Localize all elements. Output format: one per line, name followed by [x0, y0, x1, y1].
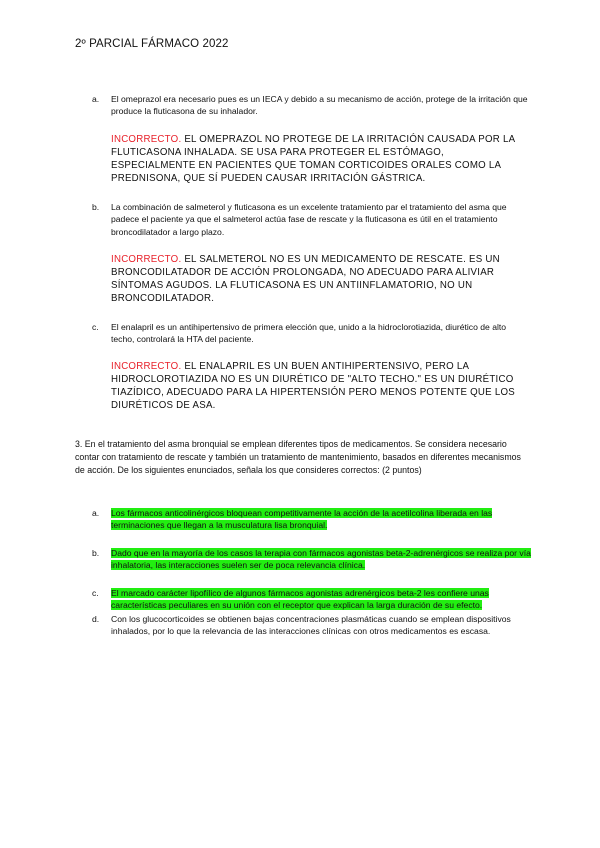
option-letter: c. — [92, 588, 99, 598]
option-letter: b. — [92, 548, 100, 558]
feedback-text: EL SALMETEROL NO ES UN MEDICAMENTO DE RESCATE. ES UN BRONCODILATADOR DE ACCIÓN PROLONGADA, NO ADECUADO PARA ALIVIAR SÍNTOMAS AGUDOS. LA FLUTICASONA ES UN ANTIINFLAMATORIO, NO UN BRONCODILATADOR. — [111, 254, 500, 304]
option-letter: a. — [92, 508, 100, 518]
incorrect-label: INCORRECTO. — [111, 361, 182, 372]
option-letter: b. — [92, 202, 100, 212]
option-letter: d. — [92, 614, 100, 624]
option-letter: a. — [92, 94, 100, 104]
q2-feedback-c — [111, 360, 523, 412]
option-text: Con los glucocorticoides se obtienen bajas concentraciones plasmáticas cuando se emplean dispositivos inhalados, por lo que la relevancia de las interacciones clínicas con otros medicamentos es escasa. — [111, 614, 511, 637]
highlighted-option-text: El marcado carácter lipofílico de algunos fármacos agonistas adrenérgicos beta-2 les confiere unas características peculiares en su unión con el receptor que explican la larga duración de su efecto. — [111, 588, 489, 611]
incorrect-label: INCORRECTO. — [111, 134, 182, 145]
option-text: El omeprazol era necesario pues es un IECA y debido a su mecanismo de acción, protege de la irritación que produce la fluticasona de su inhalador. — [111, 94, 528, 117]
feedback-text: EL OMEPRAZOL NO PROTEGE DE LA IRRITACIÓN CAUSADA POR LA FLUTICASONA INHALADA. SE USA PARA PROTEGER EL ESTÓMAGO, ESPECIALMENTE EN PACIENTES QUE TOMAN CORTICOIDES ORALES COMO LA PREDNISONA, QUE SÍ PUEDEN CAUSAR IRRITACIÓN GÁSTRICA. — [111, 134, 515, 184]
q2-feedback-a — [111, 133, 523, 185]
incorrect-label: INCORRECTO. — [111, 254, 182, 265]
page-header-title: 2º PARCIAL FÁRMACO 2022 — [75, 38, 229, 50]
q2-feedback-b — [111, 253, 523, 305]
option-text: La combinación de salmeterol y fluticasona es un excelente tratamiento par el tratamiento del asma que padece el paciente ya que el salmeterol actúa fase de rescate y la fluticasona es útil en el tratamiento broncodilatador a largo plazo. — [111, 202, 507, 237]
feedback-text: EL ENALAPRIL ES UN BUEN ANTIHIPERTENSIVO, PERO LA HIDROCLOROTIAZIDA NO ES UN DIURÉTICO DE "ALTO TECHO." ES UN DIURÉTICO TIAZÍDICO, ADECUADO PARA LA HIPERTENSIÓN PERO MENOS POTENTE QUE LOS DIURÉTICOS DE ASA. — [111, 361, 515, 411]
highlighted-option-text: Dado que en la mayoría de los casos la terapia con fármacos agonistas beta-2-adrenérgicos se realiza por vía inhalatoria, las interacciones suelen ser de poca relevancia clínica. — [111, 548, 531, 571]
option-letter: c. — [92, 322, 99, 332]
q3-stem: 3. En el tratamiento del asma bronquial se emplean diferentes tipos de medicamentos. Se considera necesario contar con tratamiento de rescate y también un tratamiento de mantenimiento, basados en diferentes mecanismos de acción. De los siguientes enunciados, señala los que consideres correctos: (2 puntos) — [75, 439, 521, 475]
highlighted-option-text: Los fármacos anticolinérgicos bloquean competitivamente la acción de la acetilcolina liberada en las terminaciones que llegan a la musculatura lisa bronquial. — [111, 508, 493, 531]
option-text: El enalapril es un antihipertensivo de primera elección que, unido a la hidroclorotiazida, diurético de alto techo, controlará la HTA del paciente. — [111, 322, 507, 345]
